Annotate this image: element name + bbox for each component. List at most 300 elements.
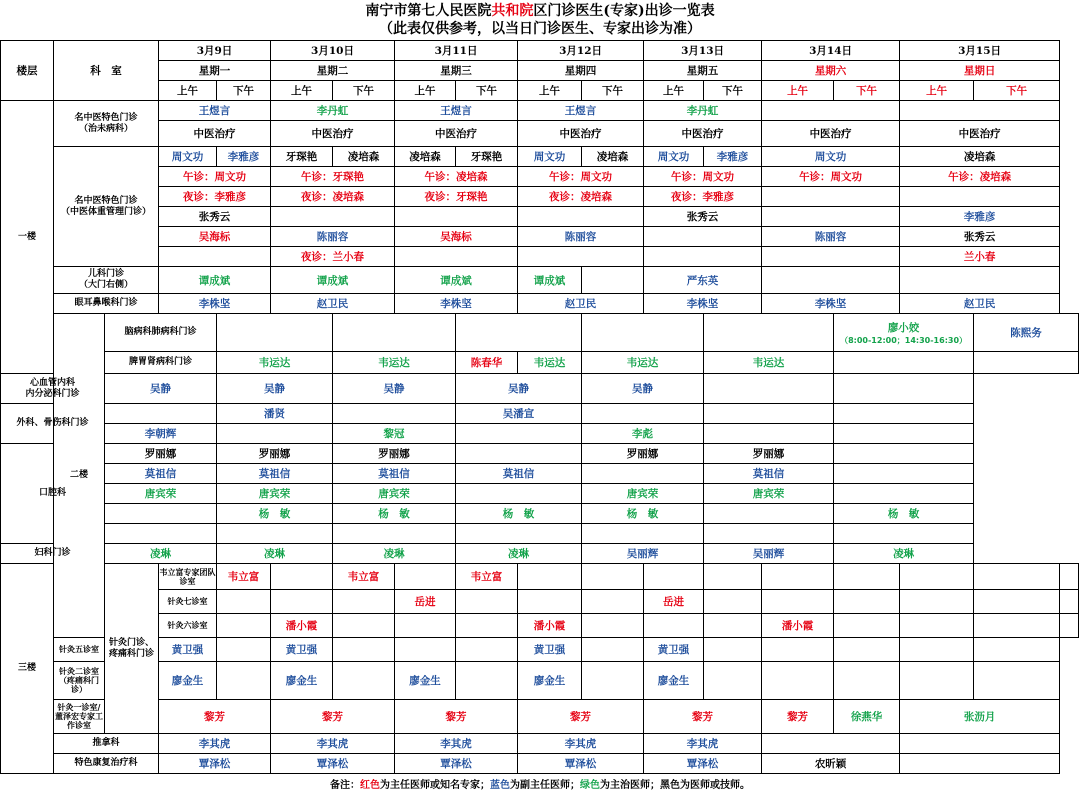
empty-cell	[217, 314, 333, 352]
doctor-cell: 午诊：周文功	[159, 167, 271, 187]
day-date: 3月15日	[900, 41, 1060, 61]
dept-label: 名中医特色门诊 （中医体重管理门诊）	[54, 147, 159, 267]
doctor-cell: 韦立富	[456, 564, 518, 590]
empty-cell	[582, 614, 644, 638]
empty-cell	[762, 590, 834, 614]
empty-cell	[333, 314, 456, 352]
empty-cell	[1060, 614, 1079, 638]
empty-cell	[518, 247, 644, 267]
doctor-cell: 吴静	[333, 374, 456, 404]
empty-cell	[582, 524, 704, 544]
doctor-cell: 凌琳	[333, 544, 456, 564]
doctor-cell: 夜诊：牙琛艳	[395, 187, 518, 207]
doctor-cell: 吴潘宣	[456, 404, 582, 424]
doctor-cell: 凌琳	[105, 544, 217, 564]
doctor-cell: 谭成斌	[271, 267, 395, 294]
empty-cell	[762, 638, 834, 662]
doctor-cell: 唐宾荣	[704, 484, 834, 504]
doctor-cell: 李雅彦	[217, 147, 271, 167]
doctor-cell: 韦立富	[217, 564, 271, 590]
doctor-cell: 午诊：牙琛艳	[271, 167, 395, 187]
subroom-label: 针灸二诊室（疼痛科门诊）	[54, 662, 105, 700]
empty-cell	[333, 590, 395, 614]
schedule-row	[1, 404, 1079, 424]
doctor-cell: 覃泽松	[159, 754, 271, 774]
doctor-cell: 杨 敏	[582, 504, 704, 524]
empty-cell	[217, 424, 333, 444]
doctor-cell: 莫祖信	[333, 464, 456, 484]
empty-cell	[582, 464, 704, 484]
doctor-cell: 覃泽松	[271, 754, 395, 774]
pm-header: 下午	[582, 81, 644, 101]
doctor-cell: 凌培森	[582, 147, 644, 167]
empty-cell	[834, 614, 900, 638]
doctor-cell: 农昕颖	[762, 754, 900, 774]
empty-cell	[1060, 564, 1079, 590]
doctor-cell: 李其虎	[395, 734, 518, 754]
doctor-cell: 中医治疗	[762, 121, 900, 147]
dept-label: 名中医特色门诊 （治未病科）	[54, 101, 159, 147]
doctor-cell: 王煜言	[159, 101, 271, 121]
doctor-cell: 罗丽娜	[105, 444, 217, 464]
doctor-cell: 廖小姣 （8:00-12:00；14:30-16:30）	[834, 314, 974, 352]
doctor-cell: 黎芳	[271, 700, 395, 734]
empty-cell	[900, 734, 1060, 754]
dept-label: 儿科门诊 （大门右侧）	[54, 267, 159, 294]
doctor-cell: 杨 敏	[456, 504, 582, 524]
schedule-row	[1, 444, 1079, 464]
schedule-row	[1, 524, 1079, 544]
schedule-row	[1, 247, 1079, 267]
empty-cell	[974, 564, 1060, 590]
schedule-row	[1, 662, 1079, 700]
empty-cell	[105, 504, 217, 524]
empty-cell	[518, 564, 582, 590]
empty-cell	[159, 247, 271, 267]
doctor-cell: 唐宾荣	[333, 484, 456, 504]
doctor-cell: 夜诊：凌培森	[518, 187, 644, 207]
pm-header: 下午	[834, 81, 900, 101]
title-subtitle: （此表仅供参考，以当日门诊医生、专家出诊为准）	[379, 21, 701, 37]
doctor-cell: 赵卫民	[900, 294, 1060, 314]
empty-cell	[1060, 590, 1079, 614]
doctor-cell: 杨 敏	[834, 504, 974, 524]
doctor-cell: 黄卫强	[159, 638, 217, 662]
empty-cell	[582, 314, 704, 352]
schedule-row	[1, 424, 1079, 444]
doctor-cell: 牙琛艳	[456, 147, 518, 167]
doctor-cell: 谭成斌	[159, 267, 271, 294]
empty-cell	[582, 404, 704, 424]
empty-cell	[333, 524, 456, 544]
empty-cell	[900, 590, 974, 614]
doctor-cell: 黎芳	[518, 700, 644, 734]
empty-cell	[456, 444, 582, 464]
subroom-label: 针灸一诊室/董泽宏专家工作诊室	[54, 700, 105, 734]
schedule-row	[1, 754, 1079, 774]
schedule-row	[1, 352, 1079, 374]
day-weekday: 星期日	[900, 61, 1060, 81]
doctor-cell: 李雅彦	[704, 147, 762, 167]
empty-cell	[217, 524, 333, 544]
doctor-cell: 夜诊：兰小春	[271, 247, 395, 267]
empty-cell	[456, 314, 582, 352]
empty-cell	[456, 524, 582, 544]
doctor-cell: 吴静	[217, 374, 333, 404]
doctor-cell: 岳进	[644, 590, 704, 614]
dept-header: 科 室	[54, 41, 159, 101]
doctor-cell: 吴静	[582, 374, 704, 404]
doctor-cell: 严东英	[644, 267, 762, 294]
doctor-cell: 廖金生	[644, 662, 704, 700]
empty-cell	[704, 614, 762, 638]
empty-cell	[582, 590, 644, 614]
empty-cell	[395, 207, 518, 227]
schedule-row	[1, 590, 1079, 614]
doctor-cell: 李株坚	[762, 294, 900, 314]
empty-cell	[582, 662, 644, 700]
empty-cell	[456, 424, 582, 444]
empty-cell	[333, 638, 395, 662]
doctor-cell: 张秀云	[644, 207, 762, 227]
day-date: 3月10日	[271, 41, 395, 61]
pm-header: 下午	[333, 81, 395, 101]
am-header: 上午	[271, 81, 333, 101]
doctor-cell: 凌琳	[217, 544, 333, 564]
empty-cell	[704, 662, 762, 700]
doctor-cell: 唐宾荣	[217, 484, 333, 504]
empty-cell	[271, 590, 333, 614]
empty-cell	[704, 374, 834, 404]
empty-cell	[456, 662, 518, 700]
doctor-cell: 李其虎	[518, 734, 644, 754]
empty-cell	[834, 484, 974, 504]
empty-cell	[518, 590, 582, 614]
empty-cell	[834, 444, 974, 464]
empty-cell	[834, 524, 974, 544]
empty-cell	[456, 484, 582, 504]
empty-cell	[762, 662, 834, 700]
schedule-row	[1, 207, 1079, 227]
doctor-cell: 陈丽容	[518, 227, 644, 247]
doctor-cell: 覃泽松	[644, 754, 762, 774]
doctor-cell: 韦运达	[518, 352, 582, 374]
day-weekday: 星期三	[395, 61, 518, 81]
title-prefix: 南宁市第七人民医院	[365, 3, 492, 19]
doctor-cell: 李丹虹	[271, 101, 395, 121]
empty-cell	[704, 524, 834, 544]
schedule-table	[0, 40, 1079, 774]
time-note: （8:00-12:00；14:30-16:30）	[840, 335, 968, 345]
doctor-cell: 吴海标	[395, 227, 518, 247]
subroom-label: 韦立富专家团队诊室	[159, 564, 217, 590]
schedule-row	[1, 227, 1079, 247]
doctor-cell: 中医治疗	[159, 121, 271, 147]
schedule-row	[1, 121, 1079, 147]
day-date: 3月13日	[644, 41, 762, 61]
schedule-row	[1, 147, 1079, 167]
header-row-weekday	[1, 61, 1079, 81]
legend-note: 备注：红色为主任医师或知名专家；蓝色为副主任医师；绿色为主治医师；黑色为医师或技师。	[330, 780, 750, 791]
doctor-cell: 周文功	[159, 147, 217, 167]
empty-cell	[762, 101, 900, 121]
floor-label: 一楼	[1, 101, 54, 374]
empty-cell	[974, 662, 1060, 700]
doctor-cell: 李其虎	[644, 734, 762, 754]
empty-cell	[704, 504, 834, 524]
doctor-cell: 李雅彦	[900, 207, 1060, 227]
empty-cell	[333, 614, 395, 638]
am-header: 上午	[900, 81, 974, 101]
pm-header: 下午	[217, 81, 271, 101]
doctor-cell: 潘小霞	[518, 614, 582, 638]
schedule-row	[1, 464, 1079, 484]
doctor-cell: 凌培森	[395, 147, 456, 167]
doctor-cell: 韦立富	[333, 564, 395, 590]
doctor-cell: 吴静	[456, 374, 582, 404]
doctor-cell: 罗丽娜	[582, 444, 704, 464]
doctor-cell: 潘小霞	[271, 614, 333, 638]
empty-cell	[762, 267, 900, 294]
doctor-cell: 莫祖信	[105, 464, 217, 484]
empty-cell	[704, 590, 762, 614]
header-row-date	[1, 41, 1079, 61]
empty-cell	[900, 662, 974, 700]
pm-header: 下午	[974, 81, 1060, 101]
doctor-cell: 凌培森	[333, 147, 395, 167]
doctor-cell: 谭成斌	[395, 267, 518, 294]
empty-cell	[105, 524, 217, 544]
doctor-cell: 潘贤	[217, 404, 333, 424]
doctor-cell: 廖金生	[271, 662, 333, 700]
doctor-cell: 黄卫强	[518, 638, 582, 662]
day-weekday: 星期六	[762, 61, 900, 81]
day-weekday: 星期二	[271, 61, 395, 81]
doctor-cell: 陈春华	[456, 352, 518, 374]
doctor-cell: 中医治疗	[395, 121, 518, 147]
doctor-cell: 莫祖信	[217, 464, 333, 484]
doctor-cell: 杨 敏	[333, 504, 456, 524]
empty-cell	[762, 564, 834, 590]
day-weekday: 星期一	[159, 61, 271, 81]
schedule-row	[1, 294, 1079, 314]
day-date: 3月12日	[518, 41, 644, 61]
doctor-cell: 黎芳	[762, 700, 834, 734]
empty-cell	[456, 590, 518, 614]
dept-label: 脑病科肺病科门诊	[105, 314, 217, 352]
am-header: 上午	[159, 81, 217, 101]
doctor-cell: 吴静	[105, 374, 217, 404]
doctor-cell: 吴丽辉	[704, 544, 834, 564]
doctor-cell: 陈熙务	[974, 314, 1079, 352]
day-weekday: 星期五	[644, 61, 762, 81]
empty-cell	[704, 314, 834, 352]
empty-cell	[834, 590, 900, 614]
schedule-row	[1, 314, 1079, 352]
schedule-row	[1, 101, 1079, 121]
subroom-label: 针灸七诊室	[159, 590, 217, 614]
empty-cell	[582, 638, 644, 662]
doctor-cell: 罗丽娜	[217, 444, 333, 464]
doctor-cell: 兰小春	[900, 247, 1060, 267]
doctor-cell: 陈丽容	[762, 227, 900, 247]
empty-cell	[395, 638, 456, 662]
doctor-cell: 徐燕华	[834, 700, 900, 734]
empty-cell	[395, 564, 456, 590]
schedule-row	[1, 638, 1079, 662]
empty-cell	[333, 404, 456, 424]
doctor-cell: 韦运达	[704, 352, 834, 374]
doctor-cell: 午诊：凌培森	[395, 167, 518, 187]
empty-cell	[834, 424, 974, 444]
empty-cell	[974, 638, 1060, 662]
doctor-cell: 潘小霞	[762, 614, 834, 638]
doctor-cell: 吴丽辉	[582, 544, 704, 564]
doctor-cell: 午诊：周文功	[518, 167, 644, 187]
doctor-cell: 张秀云	[159, 207, 271, 227]
doctor-cell: 赵卫民	[518, 294, 644, 314]
doctor-cell: 黎芳	[395, 700, 518, 734]
empty-cell	[900, 614, 974, 638]
doctor-cell: 中医治疗	[900, 121, 1060, 147]
title-suffix: 区门诊医生(专家)出诊一览表	[533, 3, 715, 19]
empty-cell	[704, 404, 834, 424]
empty-cell	[900, 638, 974, 662]
doctor-cell: 中医治疗	[271, 121, 395, 147]
empty-cell	[762, 247, 900, 267]
doctor-cell: 午诊：周文功	[762, 167, 900, 187]
empty-cell	[974, 590, 1060, 614]
doctor-cell: 午诊：周文功	[644, 167, 762, 187]
doctor-cell: 王煜言	[518, 101, 644, 121]
doctor-cell: 张秀云	[900, 227, 1060, 247]
doctor-cell: 吴海标	[159, 227, 271, 247]
doctor-cell: 廖金生	[395, 662, 456, 700]
doctor-cell: 周文功	[762, 147, 900, 167]
doctor-cell: 廖金生	[159, 662, 217, 700]
page-title	[0, 0, 1080, 40]
doctor-cell: 韦运达	[333, 352, 456, 374]
doctor-cell: 午诊：凌培森	[900, 167, 1060, 187]
empty-cell	[900, 187, 1060, 207]
doctor-cell: 李株坚	[644, 294, 762, 314]
empty-cell	[271, 207, 395, 227]
empty-cell	[900, 101, 1060, 121]
empty-cell	[395, 614, 456, 638]
pm-header: 下午	[456, 81, 518, 101]
doctor-cell: 夜诊：凌培森	[271, 187, 395, 207]
dept-label: 妇科门诊	[1, 544, 105, 564]
empty-cell	[900, 564, 974, 590]
doctor-cell: 唐宾荣	[582, 484, 704, 504]
empty-cell	[704, 424, 834, 444]
doctor-cell: 黄卫强	[271, 638, 333, 662]
dept-label: 特色康复治疗科	[54, 754, 159, 774]
empty-cell	[704, 564, 762, 590]
subroom-label: 针灸六诊室	[159, 614, 217, 638]
doctor-cell: 李丹虹	[644, 101, 762, 121]
floor-label: 三楼	[1, 564, 54, 774]
doctor-cell: 覃泽松	[395, 754, 518, 774]
empty-cell	[644, 564, 704, 590]
doctor-cell: 陈丽容	[271, 227, 395, 247]
empty-cell	[900, 754, 1060, 774]
doctor-cell: 罗丽娜	[704, 444, 834, 464]
doctor-cell: 李其虎	[159, 734, 271, 754]
am-header: 上午	[644, 81, 704, 101]
dept-label: 外科、骨伤科门诊	[1, 404, 105, 444]
doctor-cell: 杨 敏	[217, 504, 333, 524]
empty-cell	[974, 352, 1079, 374]
empty-cell	[105, 404, 217, 424]
schedule-row	[1, 564, 1079, 590]
empty-cell	[217, 614, 271, 638]
empty-cell	[704, 638, 762, 662]
doctor-cell: 黎冠	[333, 424, 456, 444]
doctor-cell: 李彪	[582, 424, 704, 444]
dept-label: 眼耳鼻喉科门诊	[54, 294, 159, 314]
floor-label: 二楼	[54, 314, 105, 638]
empty-cell	[834, 638, 900, 662]
schedule-row	[1, 700, 1079, 734]
empty-cell	[834, 564, 900, 590]
schedule-row	[1, 167, 1079, 187]
doctor-cell: 廖金生	[518, 662, 582, 700]
doctor-cell: 韦运达	[217, 352, 333, 374]
doctor-cell: 王煜言	[395, 101, 518, 121]
empty-cell	[834, 662, 900, 700]
empty-cell	[333, 662, 395, 700]
am-header: 上午	[762, 81, 834, 101]
dept-label: 心血管内科 内分泌科门诊	[1, 374, 105, 404]
doctor-cell: 张沥月	[900, 700, 1060, 734]
empty-cell	[456, 614, 518, 638]
doctor-cell: 莫祖信	[456, 464, 582, 484]
doctor-cell: 牙琛艳	[271, 147, 333, 167]
empty-cell	[582, 564, 644, 590]
doctor-cell: 凌培森	[900, 147, 1060, 167]
schedule-row	[1, 187, 1079, 207]
doctor-cell: 覃泽松	[518, 754, 644, 774]
empty-cell	[644, 247, 762, 267]
doctor-cell: 中医治疗	[518, 121, 644, 147]
doctor-cell: 周文功	[518, 147, 582, 167]
day-weekday: 星期四	[518, 61, 644, 81]
schedule-row	[1, 504, 1079, 524]
empty-cell	[834, 352, 974, 374]
doctor-cell: 唐宾荣	[105, 484, 217, 504]
empty-cell	[762, 187, 900, 207]
doctor-cell: 谭成斌	[518, 267, 582, 294]
day-date: 3月14日	[762, 41, 900, 61]
doctor-cell: 李株坚	[159, 294, 271, 314]
empty-cell	[834, 404, 974, 424]
empty-cell	[582, 267, 644, 294]
dept-label: 脾胃肾病科门诊	[105, 352, 217, 374]
doctor-cell: 莫祖信	[704, 464, 834, 484]
empty-cell	[217, 662, 271, 700]
schedule-row	[1, 374, 1079, 404]
schedule-row	[1, 544, 1079, 564]
empty-cell	[762, 207, 900, 227]
day-date: 3月11日	[395, 41, 518, 61]
empty-cell	[644, 614, 704, 638]
doctor-cell: 夜诊：李雅彦	[644, 187, 762, 207]
pm-header: 下午	[704, 81, 762, 101]
schedule-row	[1, 734, 1079, 754]
empty-cell	[271, 564, 333, 590]
doctor-cell: 中医治疗	[644, 121, 762, 147]
